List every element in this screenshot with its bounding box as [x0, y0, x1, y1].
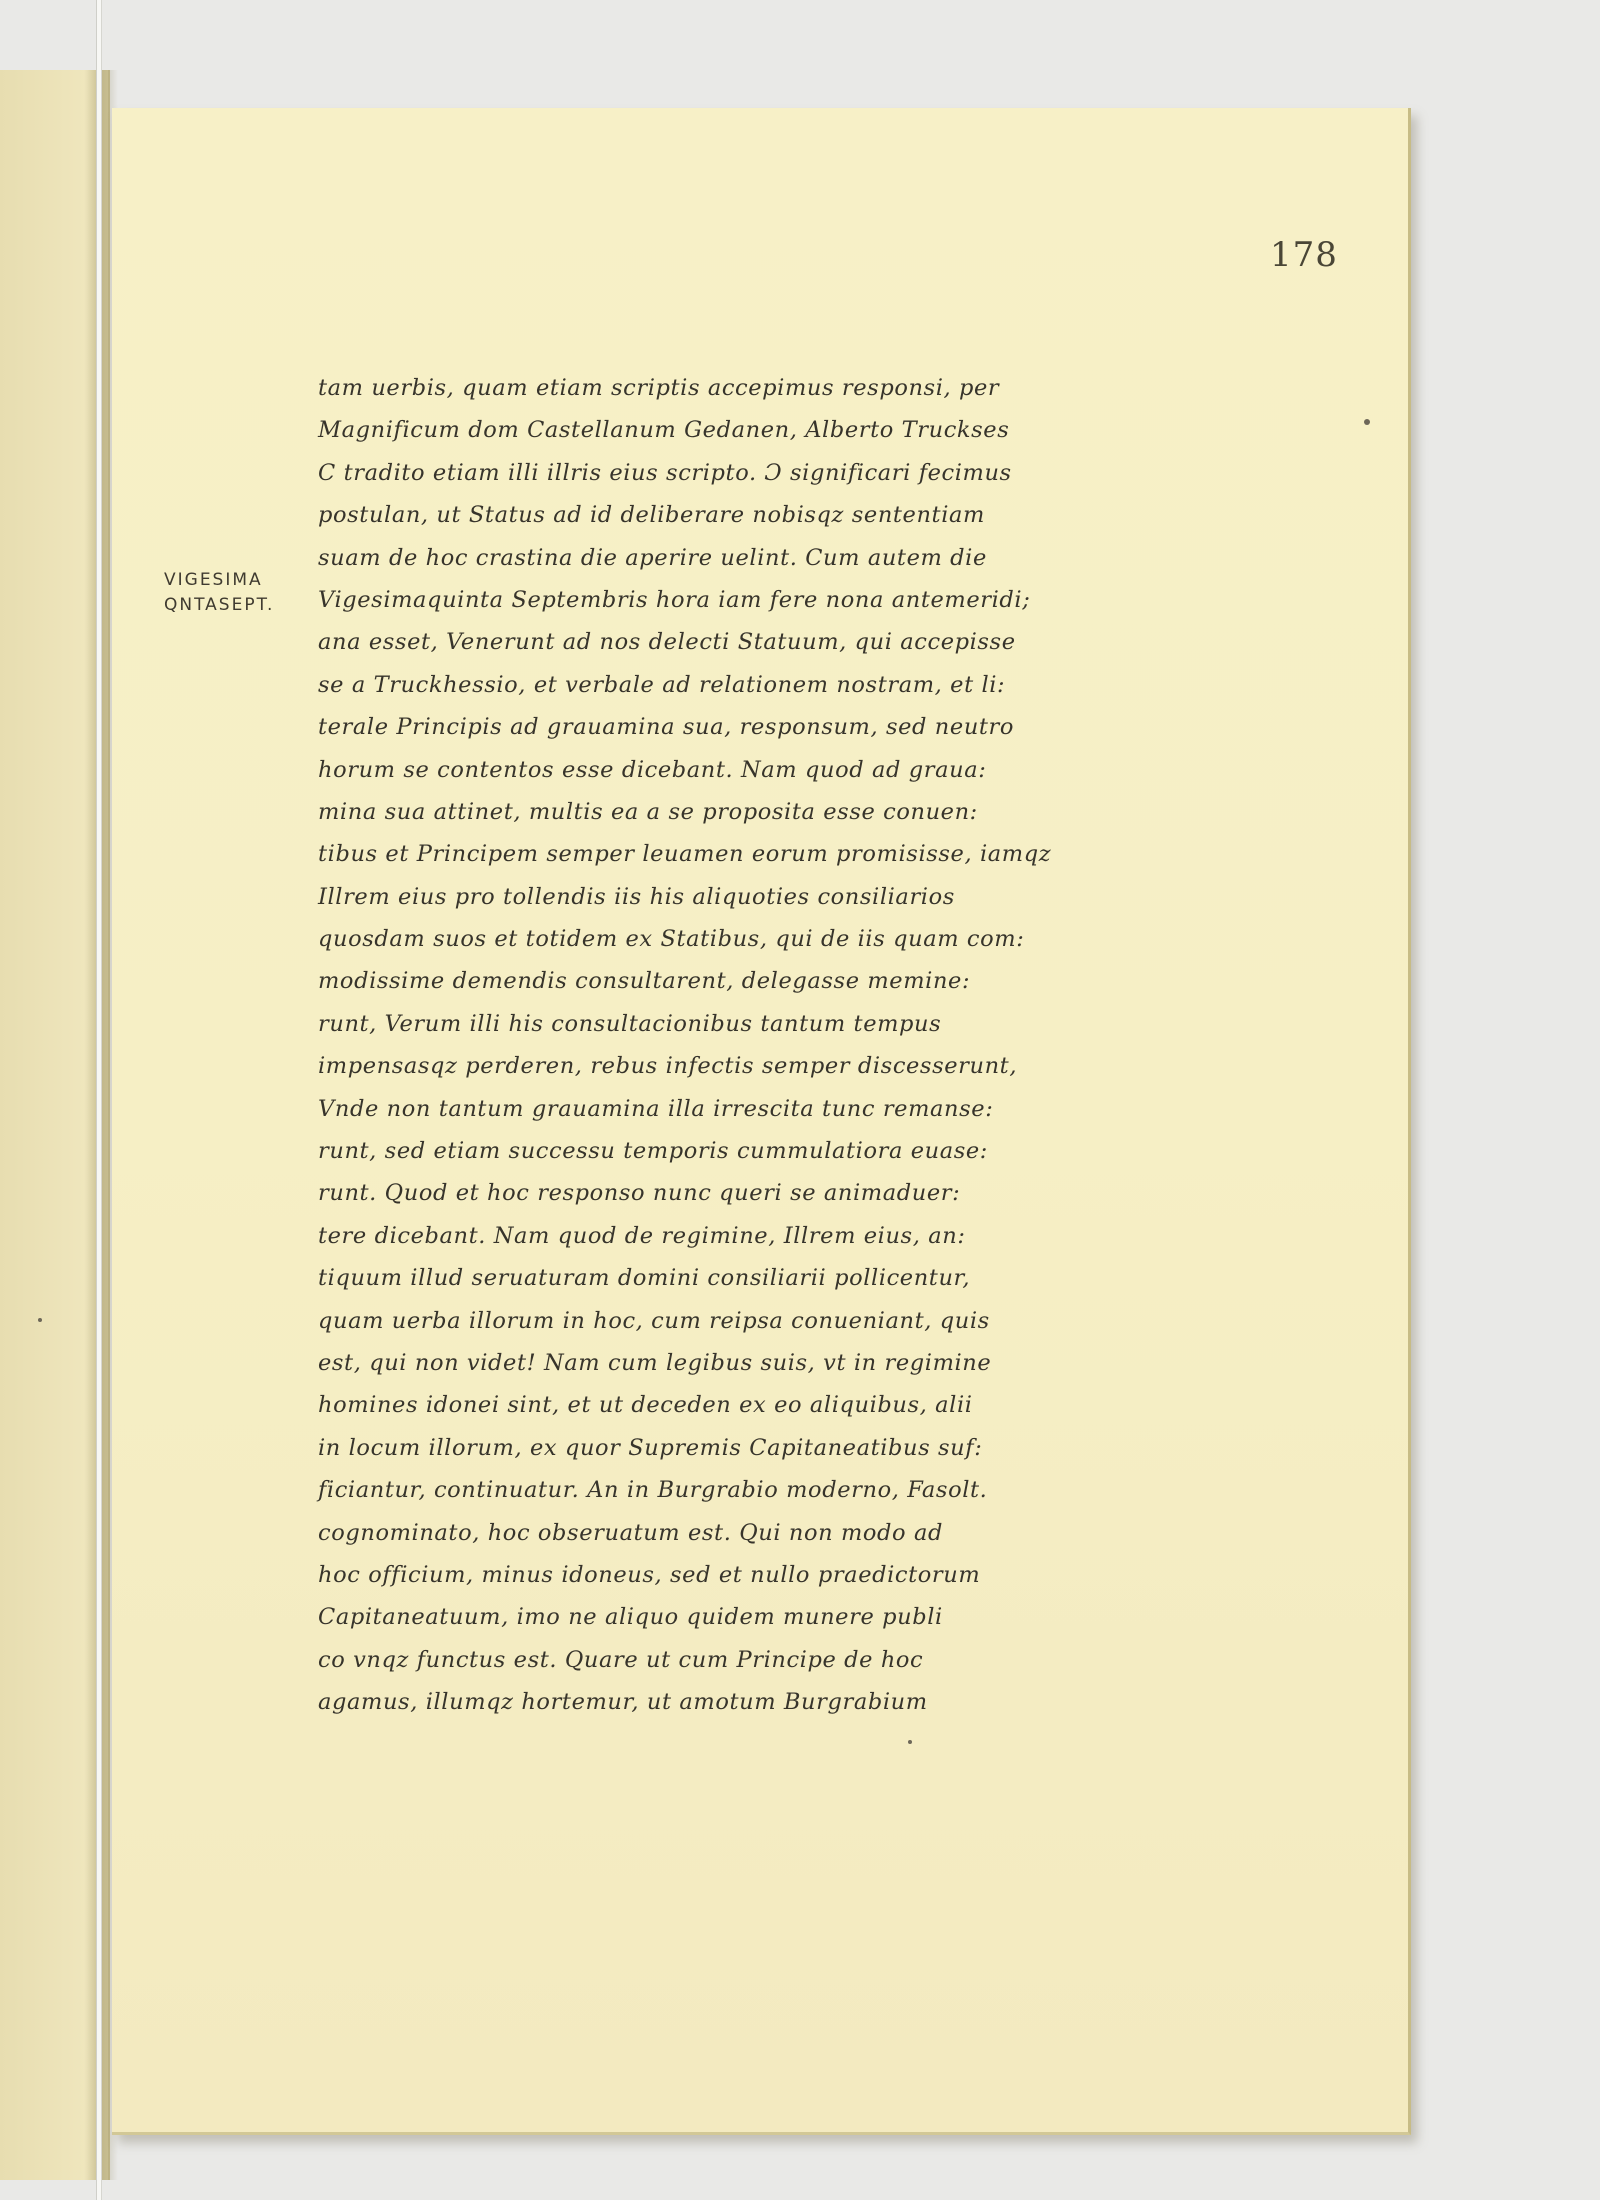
ink-speck: [1364, 419, 1370, 425]
text-line: se a Truckhessio, et verbale ad relationem nostram, et li:: [318, 671, 1006, 698]
text-line: horum se contentos esse dicebant. Nam quod ad graua:: [318, 756, 987, 783]
text-line: Capitaneatuum, imo ne aliquo quidem munere publi: [318, 1604, 943, 1631]
text-line: Vnde non tantum grauamina illa irrescita tunc remanse:: [318, 1095, 994, 1122]
text-line: agamus, illumqz hortemur, ut amotum Burgrabium: [318, 1689, 928, 1716]
marginal-note-line: QNTASEPT.: [164, 595, 275, 615]
manuscript-text: [318, 367, 1438, 1724]
text-line: mina sua attinet, multis ea a se proposita esse conuen:: [318, 798, 978, 825]
ink-speck: [38, 1318, 42, 1322]
text-line: runt, sed etiam successu temporis cummulatiora euase:: [318, 1138, 988, 1165]
text-line: C tradito etiam illi illris eius scripto. Ɔ significari fecimus: [318, 459, 1012, 486]
text-line: tere dicebant. Nam quod de regimine, Illrem eius, an:: [318, 1222, 966, 1249]
text-line: quosdam suos et totidem ex Statibus, qui de iis quam com:: [318, 926, 1025, 953]
text-line: tam uerbis, quam etiam scriptis accepimus responsi, per: [318, 375, 1000, 401]
text-line: tibus et Principem semper leuamen eorum promisisse, iamqz: [318, 841, 1052, 868]
text-line: homines idonei sint, et ut deceden ex eo aliquibus, alii: [318, 1392, 973, 1419]
text-line: runt. Quod et hoc responso nunc queri se animaduer:: [318, 1180, 961, 1207]
text-line: ficiantur, continuatur. An in Burgrabio moderno, Fasolt.: [318, 1477, 988, 1504]
text-line: est, qui non videt! Nam cum legibus suis, vt in regimine: [318, 1349, 992, 1376]
text-line: quam uerba illorum in hoc, cum reipsa conueniant, quis: [318, 1307, 990, 1334]
text-line: co vnqz functus est. Quare ut cum Principe de hoc: [318, 1646, 924, 1673]
text-line: impensasqz perderen, rebus infectis semper discesserunt,: [318, 1053, 1018, 1080]
text-line: ana esset, Venerunt ad nos delecti Statuum, qui accepisse: [318, 629, 1016, 656]
text-line: in locum illorum, ex quor Supremis Capitaneatibus suf:: [318, 1434, 983, 1461]
text-line: Illrem eius pro tollendis iis his aliquoties consiliarios: [318, 883, 955, 910]
marginal-note: [164, 568, 274, 618]
text-line: runt, Verum illi his consultacionibus tantum tempus: [318, 1010, 942, 1037]
text-line: postulan, ut Status ad id deliberare nobisqz sententiam: [318, 502, 985, 529]
folio-number: 178: [1270, 235, 1338, 275]
text-line: modissime demendis consultarent, delegasse memine:: [318, 968, 971, 995]
text-line: Magnificum dom Castellanum Gedanen, Alberto Truckses: [318, 417, 1010, 444]
marginal-note-line: VIGESIMA: [164, 570, 263, 590]
text-line: tiquum illud seruaturam domini consiliarii pollicentur,: [318, 1265, 971, 1292]
text-line: cognominato, hoc obseruatum est. Qui non modo ad: [318, 1519, 943, 1546]
text-line: terale Principis ad grauamina sua, responsum, sed neutro: [318, 714, 1015, 741]
text-line: suam de hoc crastina die aperire uelint. Cum autem die: [318, 544, 987, 571]
text-line: Vigesimaquinta Septembris hora iam fere nona antemeridi;: [318, 586, 1031, 613]
text-line: hoc officium, minus idoneus, sed et nullo praedictorum: [318, 1561, 981, 1588]
binding-spine: [96, 0, 102, 2200]
ink-speck: [908, 1740, 912, 1744]
